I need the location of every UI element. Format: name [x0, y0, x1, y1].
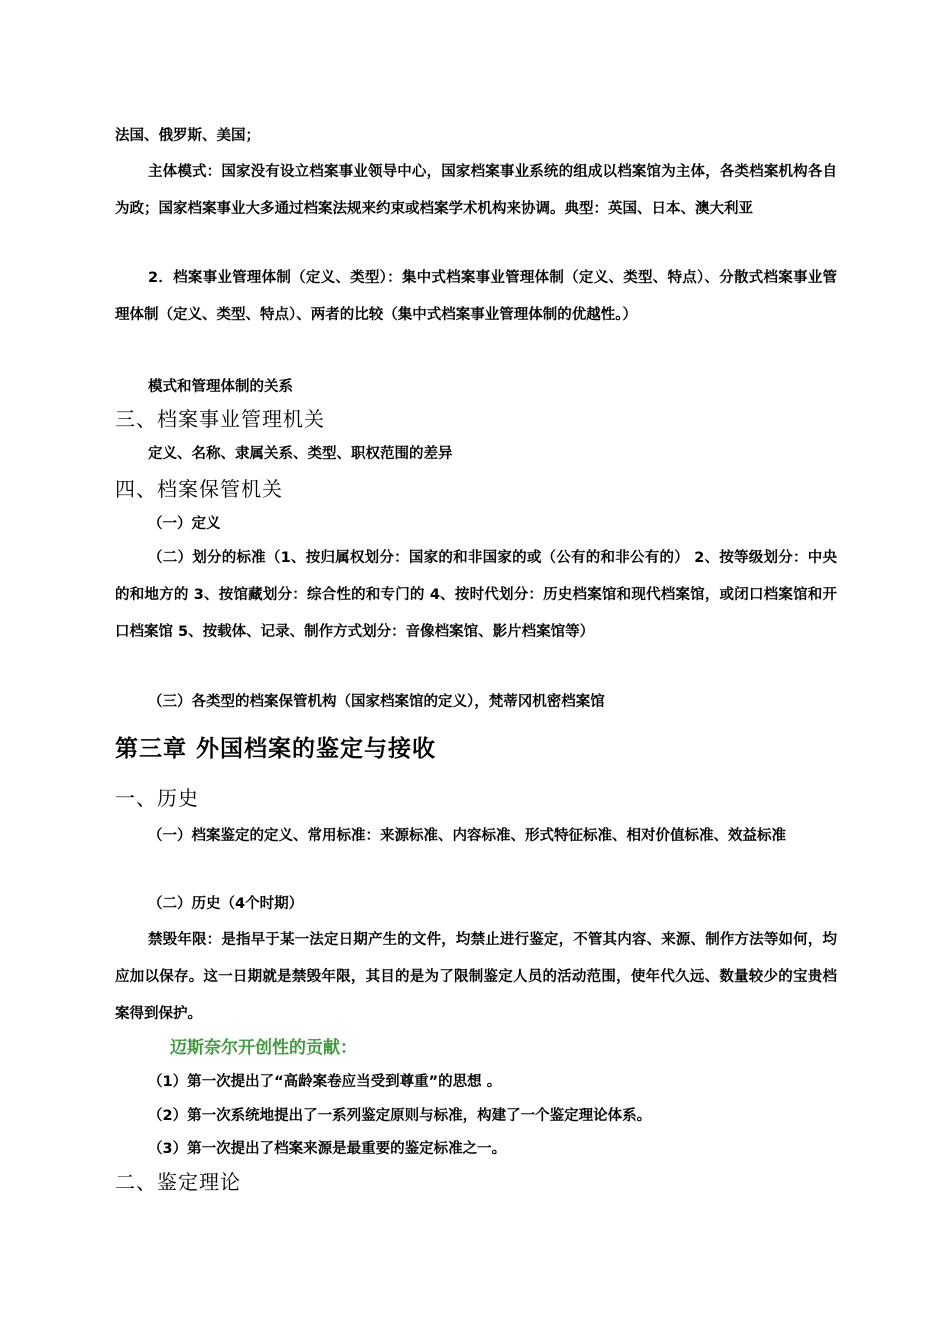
contribution-item-3: （3）第一次提出了档案来源是最重要的鉴定标准之一。	[148, 1141, 507, 1157]
paragraph-subject-mode: 主体模式：国家没有设立档案事业领导中心，国家档案事业系统的组成以档案馆为主体，各类档案机构各自为政；国家档案事业大多通过档案法规来约束或档案学术机构来协调。典型：英国、日本、澳大利亚	[115, 164, 837, 217]
section-heading-3: 三、档案事业管理机关	[115, 407, 325, 431]
paragraph-archive-types: （三）各类型的档案保管机构（国家档案馆的定义），梵蒂冈机密档案馆	[148, 694, 605, 710]
paragraph-mode-relation: 模式和管理体制的关系	[148, 379, 293, 395]
section-heading-2: 二、鉴定理论	[115, 1170, 241, 1194]
green-heading: 迈斯奈尔开创性的贡献：	[170, 1038, 357, 1058]
paragraph-classification-standards: （二）划分的标准（1、按归属权划分：国家的和非国家的或（公有的和非公有的） 2、按等级划分：中央的和地方的 3、按馆藏划分：综合性的和专门的 4、按时代划分：历史档案馆和现代档案馆，或闭口档案馆和开口档案馆 5、按载体、记录、制作方式划分：音像档案馆、影片档案馆等）	[115, 550, 837, 640]
paragraph-history-periods: （二）历史（4个时期）	[148, 896, 304, 912]
chapter-title: 第三章 外国档案的鉴定与接收	[115, 736, 437, 762]
contribution-item-1: （1）第一次提出了“高龄案卷应当受到尊重”的思想 。	[148, 1074, 502, 1090]
contribution-item-2: （2）第一次系统地提出了一系列鉴定原则与标准，构建了一个鉴定理论体系。	[148, 1108, 652, 1124]
section-heading-1: 一、历史	[115, 786, 199, 810]
paragraph-appraisal-definition: （一）档案鉴定的定义、常用标准：来源标准、内容标准、形式特征标准、相对价值标准、效益标准	[148, 828, 786, 844]
section-heading-4: 四、档案保管机关	[115, 477, 283, 501]
paragraph-management-system: 2．档案事业管理体制（定义、类型）：集中式档案事业管理体制（定义、类型、特点）、分散式档案事业管理体制（定义、类型、特点）、两者的比较（集中式档案事业管理体制的优越性。）	[115, 270, 837, 323]
paragraph-definition-list: 定义、名称、隶属关系、类型、职权范围的差异	[148, 446, 453, 462]
paragraph-destruction-limit: 禁毁年限：是指早于某一法定日期产生的文件，均禁止进行鉴定，不管其内容、来源、制作方法等如何，均应加以保存。这一日期就是禁毁年限，其目的是为了限制鉴定人员的活动范围，使年代久远、数量较少的宝贵档案得到保护。	[115, 932, 837, 1022]
paragraph-definition: （一）定义	[148, 516, 221, 532]
paragraph-countries: 法国、俄罗斯、美国；	[115, 128, 260, 144]
